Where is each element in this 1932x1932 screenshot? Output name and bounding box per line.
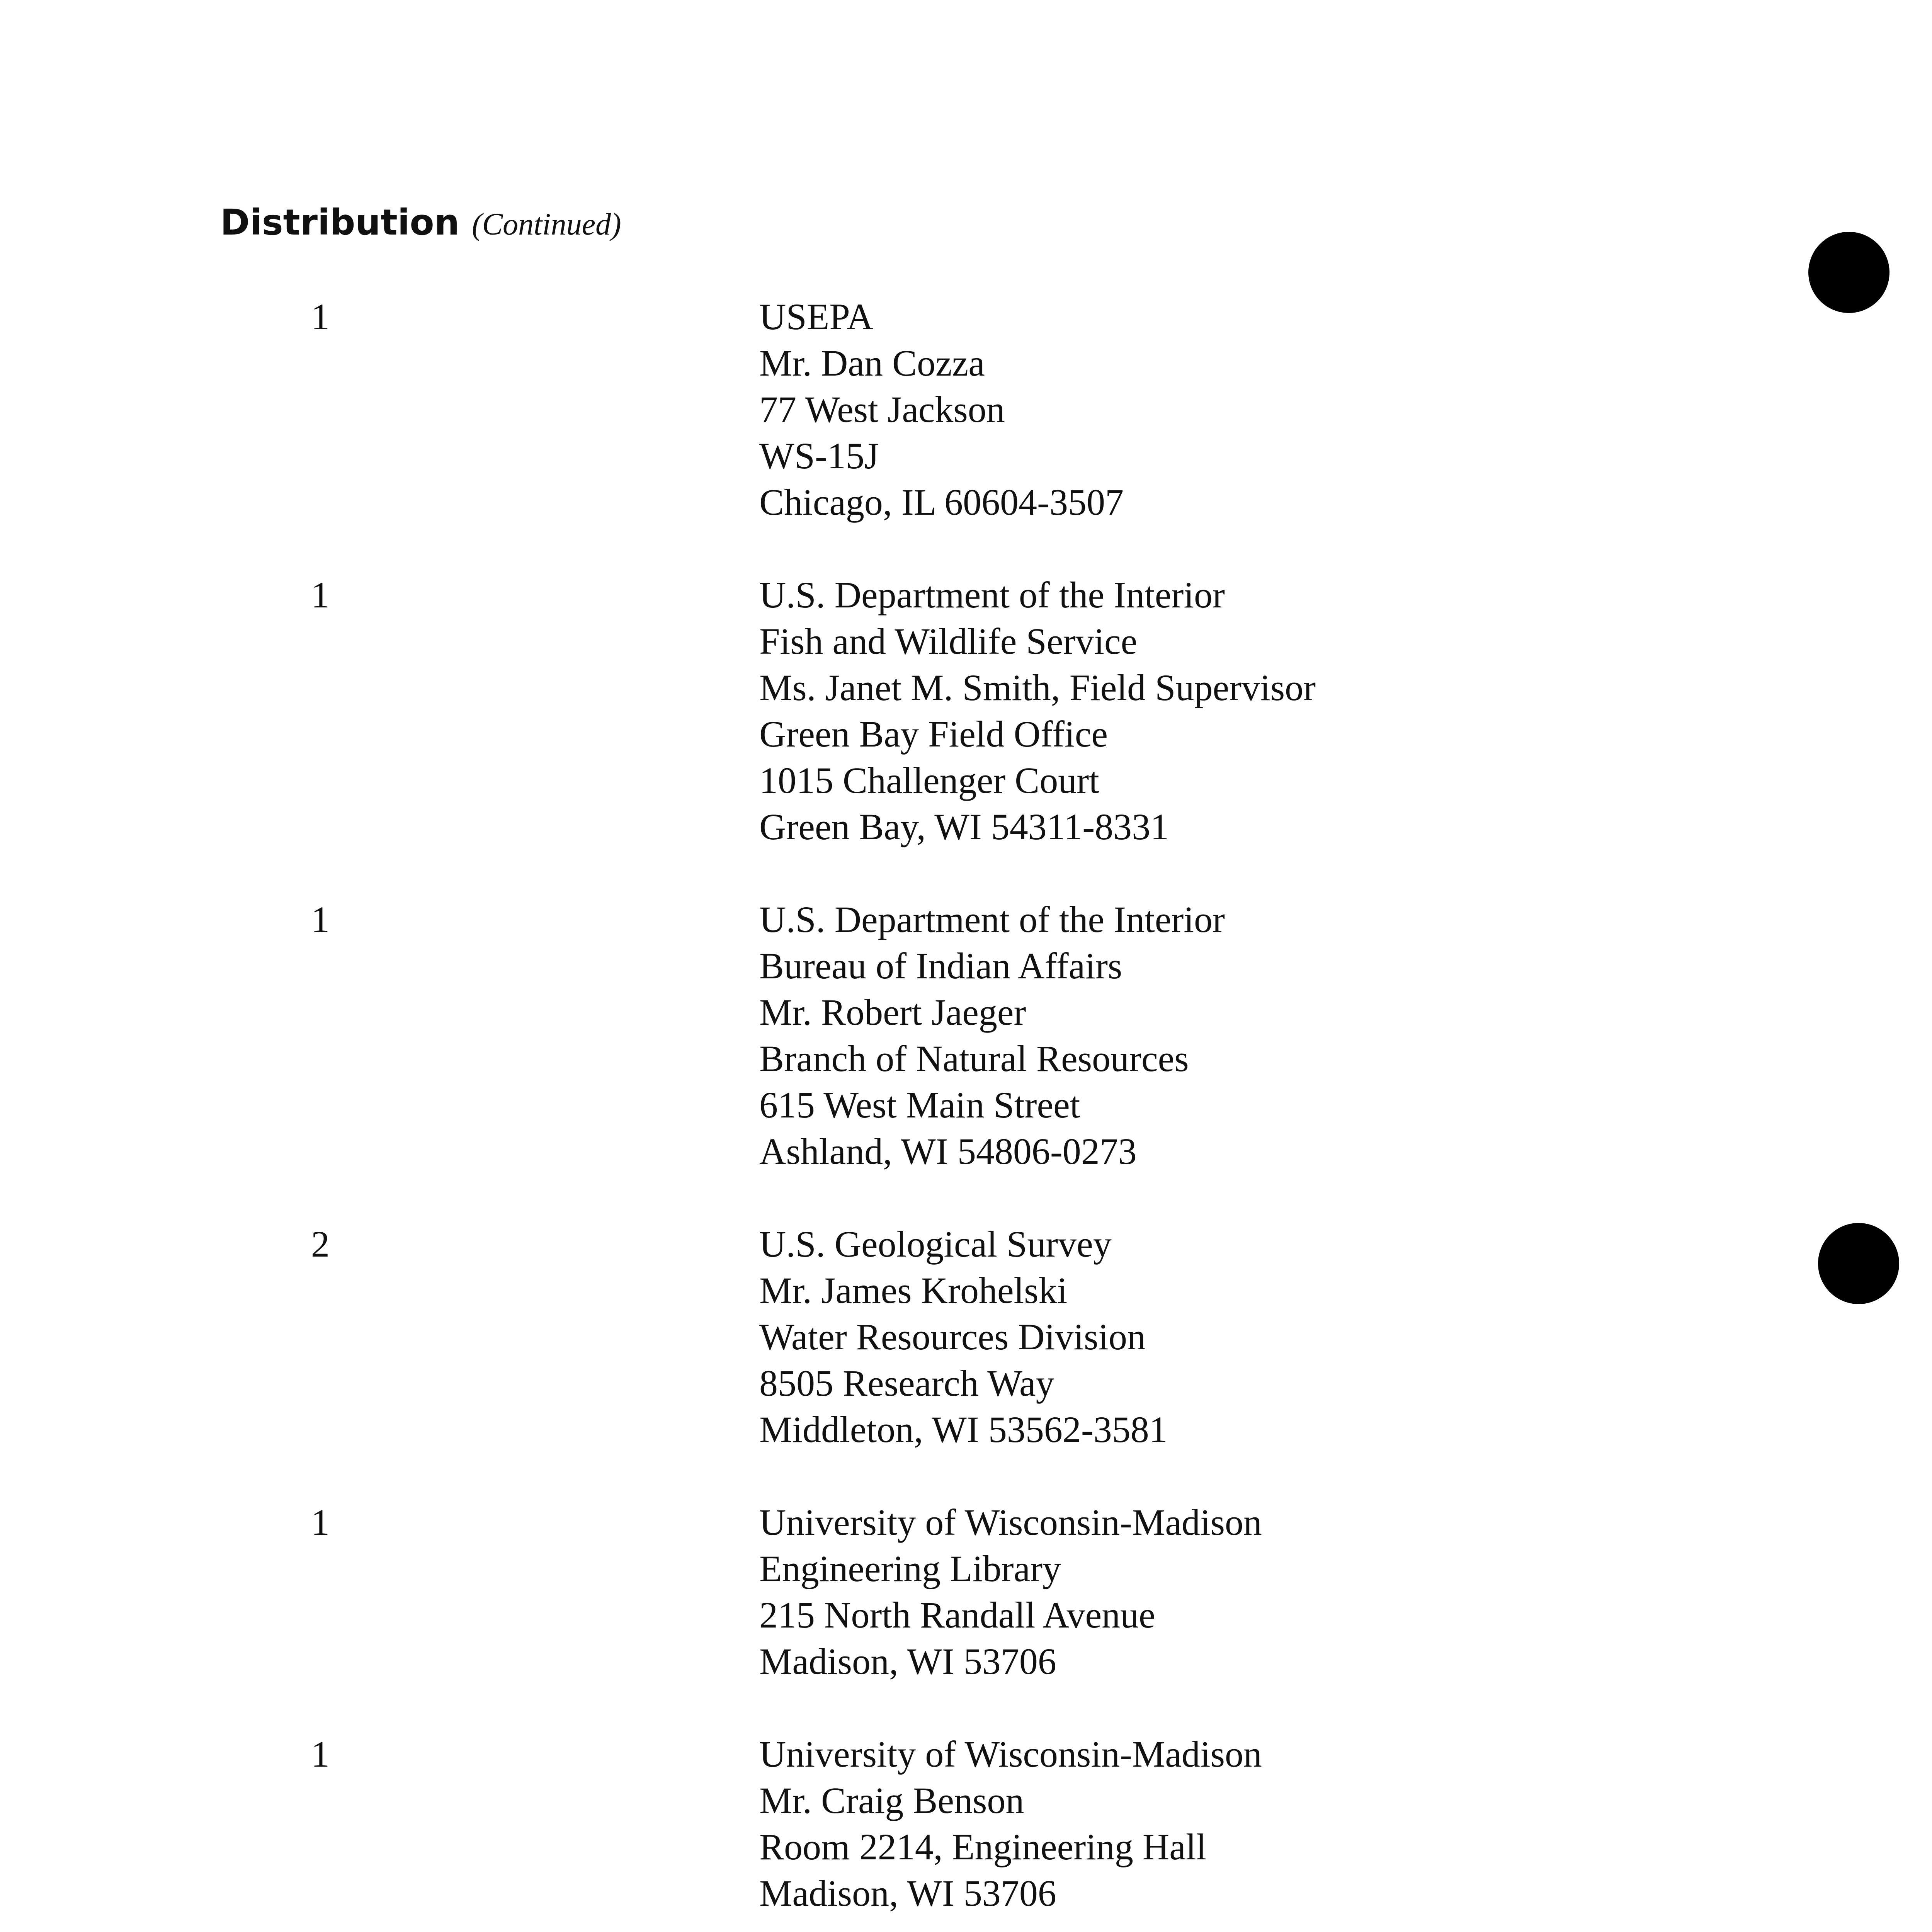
address-block: [759, 294, 1124, 526]
address-line: Chicago, IL 60604-3507: [759, 481, 1124, 523]
address-line: University of Wisconsin-Madison: [759, 1502, 1262, 1543]
address-line: 1015 Challenger Court: [759, 760, 1099, 801]
address-line: USEPA: [759, 296, 874, 337]
heading-title: Distribution: [220, 202, 460, 243]
address-line: Mr. Robert Jaeger: [759, 992, 1026, 1033]
address-line: 77 West Jackson: [759, 389, 1005, 430]
copy-count: 1: [311, 296, 330, 337]
address-line: Room 2214, Engineering Hall: [759, 1826, 1207, 1867]
address-line: Ms. Janet M. Smith, Field Supervisor: [759, 667, 1316, 708]
address-line: 615 West Main Street: [759, 1084, 1080, 1126]
address-line: U.S. Department of the Interior: [759, 899, 1225, 940]
address-line: Engineering Library: [759, 1548, 1061, 1589]
address-line: U.S. Geological Survey: [759, 1223, 1112, 1265]
address-block: [759, 896, 1225, 1175]
address-line: Mr. Dan Cozza: [759, 342, 985, 384]
address-line: WS-15J: [759, 435, 879, 476]
address-line: Green Bay Field Office: [759, 713, 1108, 755]
address-line: Green Bay, WI 54311-8331: [759, 806, 1169, 847]
copy-count: 1: [311, 1502, 330, 1543]
address-block: [759, 1499, 1262, 1685]
copy-count: 2: [311, 1223, 330, 1265]
address-line: Mr. Craig Benson: [759, 1780, 1024, 1821]
address-block: [759, 1221, 1168, 1453]
address-line: Bureau of Indian Affairs: [759, 945, 1122, 986]
address-line: Madison, WI 53706: [759, 1641, 1056, 1682]
address-line: Mr. James Krohelski: [759, 1270, 1068, 1311]
address-line: University of Wisconsin-Madison: [759, 1733, 1262, 1775]
copy-count: 1: [311, 899, 330, 940]
address-line: Water Resources Division: [759, 1316, 1146, 1357]
address-line: Middleton, WI 53562-3581: [759, 1409, 1168, 1450]
address-line: Branch of Natural Resources: [759, 1038, 1189, 1079]
address-line: 8505 Research Way: [759, 1362, 1054, 1404]
address-line: Madison, WI 53706: [759, 1872, 1056, 1914]
binder-hole-middle: [1818, 1223, 1899, 1304]
address-block: [759, 572, 1316, 850]
address-line: Fish and Wildlife Service: [759, 621, 1138, 662]
page-title: [220, 202, 621, 243]
heading-subtitle: (Continued): [472, 207, 621, 242]
address-line: U.S. Department of the Interior: [759, 574, 1225, 616]
copy-count: 1: [311, 574, 330, 616]
address-block: [759, 1731, 1262, 1917]
copy-count: 1: [311, 1733, 330, 1775]
binder-hole-top: [1808, 232, 1889, 313]
address-line: Ashland, WI 54806-0273: [759, 1131, 1137, 1172]
address-line: 215 North Randall Avenue: [759, 1594, 1155, 1636]
